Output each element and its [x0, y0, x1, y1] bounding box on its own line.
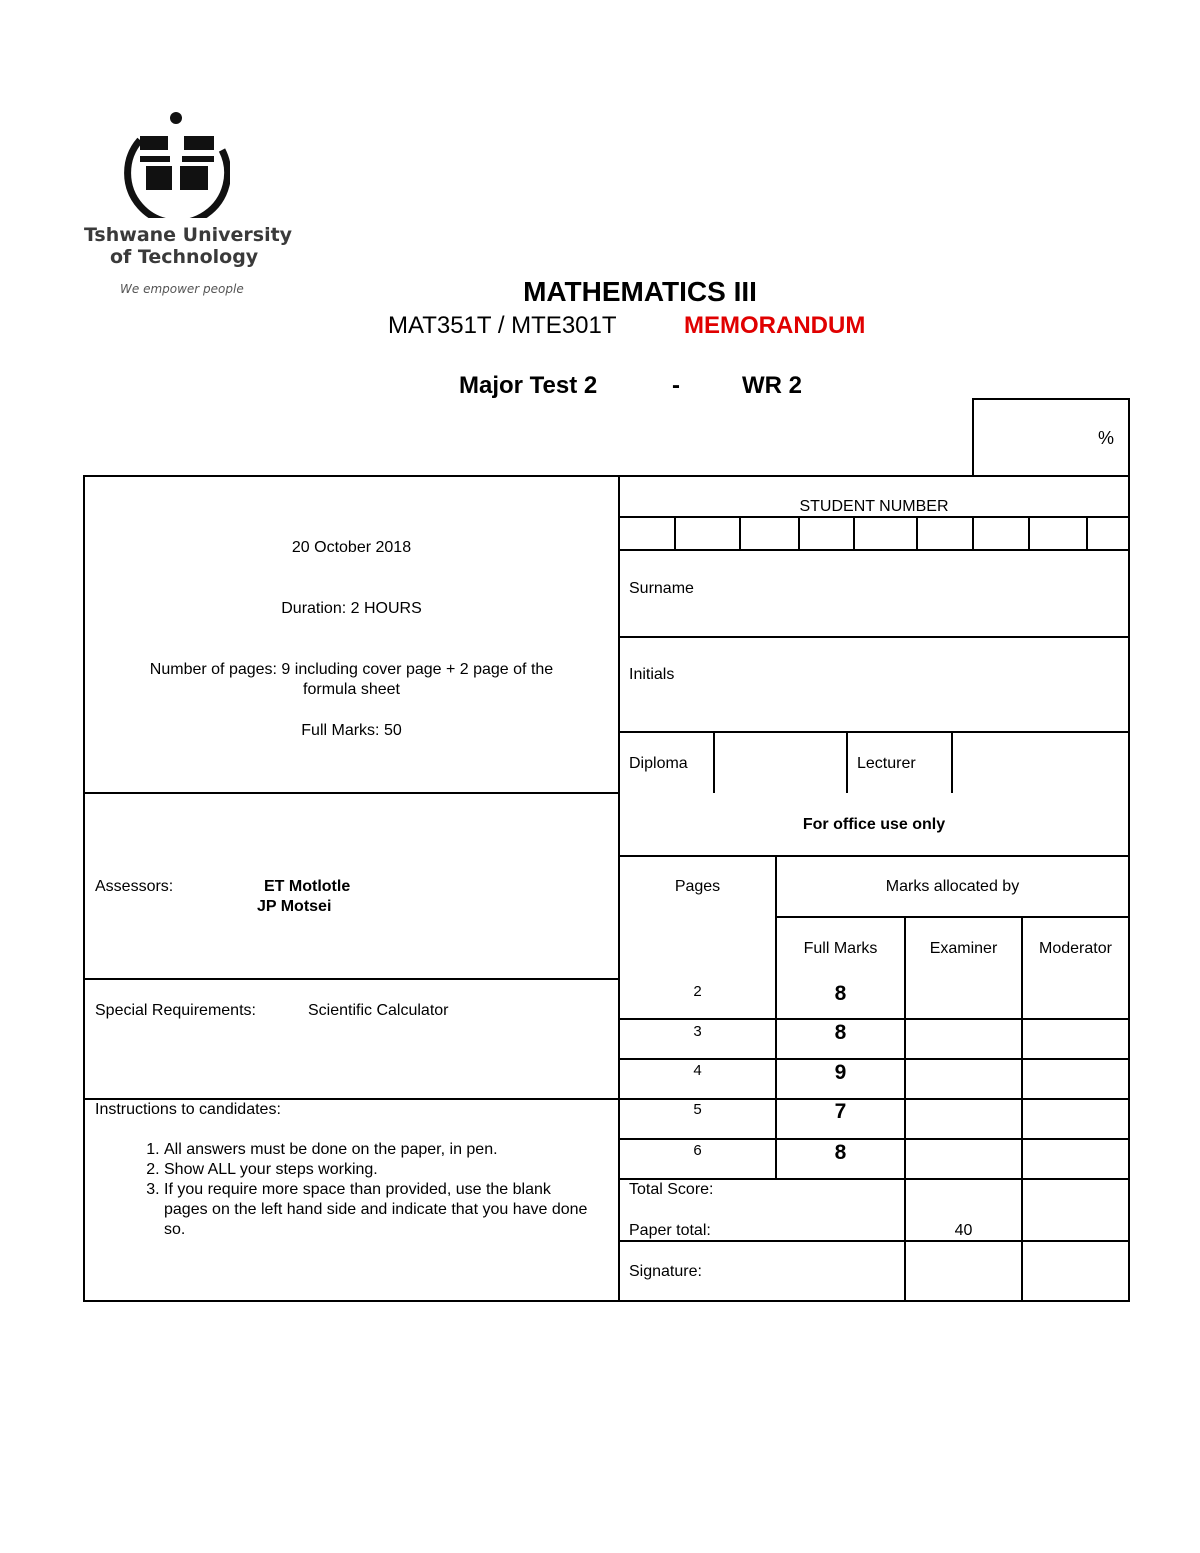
initials-field[interactable] — [620, 638, 1128, 731]
assessor-name-1: ET Motlotle — [264, 878, 351, 895]
page-full-marks: 8 — [834, 1141, 847, 1164]
assessors-label: Assessors: — [95, 878, 174, 895]
page-number: 3 — [693, 1023, 702, 1040]
pages-header: Pages — [674, 878, 721, 895]
course-codes: MAT351T / MTE301T — [388, 312, 617, 339]
examiner-header: Examiner — [929, 940, 998, 957]
student-number-label: STUDENT NUMBER — [799, 498, 949, 515]
paper-total-value: 40 — [954, 1222, 973, 1239]
percent-sign: % — [1098, 428, 1115, 448]
full-marks-header: Full Marks — [803, 940, 878, 957]
instruction-item: 1. All answers must be done on the paper, in pen. — [164, 1140, 594, 1160]
page-full-marks: 9 — [834, 1061, 847, 1084]
university-emblem-icon — [118, 110, 230, 218]
moderator-header: Moderator — [1039, 940, 1112, 957]
paper-total-label: Paper total: — [629, 1222, 711, 1239]
number-of-pages-line1: Number of pages: 9 including cover page + 2 page of the — [149, 661, 554, 678]
student-number-boxes[interactable] — [620, 518, 1128, 549]
diploma-field[interactable] — [715, 733, 846, 792]
special-requirements-label: Special Requirements: — [95, 1002, 256, 1019]
test-name: Major Test 2 — [459, 372, 598, 399]
logo-tagline: We empower people — [120, 282, 244, 296]
page-full-marks: 8 — [834, 1021, 847, 1044]
lecturer-field[interactable] — [953, 733, 1128, 792]
page-full-marks: 7 — [834, 1100, 847, 1123]
full-marks-info: Full Marks: 50 — [301, 722, 402, 739]
group-label: WR 2 — [742, 372, 802, 399]
page-full-marks: 8 — [834, 982, 847, 1005]
page-number: 6 — [693, 1142, 702, 1159]
special-requirements-value: Scientific Calculator — [308, 1002, 449, 1019]
surname-label: Surname — [629, 580, 694, 597]
diploma-label: Diploma — [629, 755, 688, 772]
logo-name-line1: Tshwane University — [84, 224, 293, 246]
page-number: 4 — [693, 1062, 702, 1079]
instruction-item: 2. Show ALL your steps working. — [164, 1160, 594, 1180]
page-number: 5 — [693, 1101, 702, 1118]
surname-field[interactable] — [620, 551, 1128, 636]
number-of-pages-line2: formula sheet — [303, 681, 400, 698]
memorandum-label: MEMORANDUM — [684, 312, 866, 339]
title-dash: - — [672, 372, 680, 399]
test-duration: Duration: 2 HOURS — [281, 600, 422, 617]
marks-allocated-header: Marks allocated by — [885, 878, 1020, 895]
logo-name-line2: of Technology — [110, 246, 259, 268]
total-score-label: Total Score: — [629, 1181, 714, 1198]
test-date: 20 October 2018 — [291, 539, 412, 556]
instruction-item: 3. If you require more space than provided, use the blank pages on the left hand side and indicate that you have done so. — [164, 1180, 594, 1240]
signature-label: Signature: — [629, 1263, 702, 1280]
initials-label: Initials — [629, 666, 675, 683]
page-number: 2 — [693, 983, 702, 1000]
office-use-title: For office use only — [802, 816, 946, 833]
assessor-name-2: JP Motsei — [257, 898, 332, 915]
instructions-title: Instructions to candidates: — [95, 1101, 281, 1118]
subject-title: MATHEMATICS III — [523, 276, 757, 307]
lecturer-label: Lecturer — [857, 755, 916, 772]
instructions-list — [94, 1140, 594, 1240]
